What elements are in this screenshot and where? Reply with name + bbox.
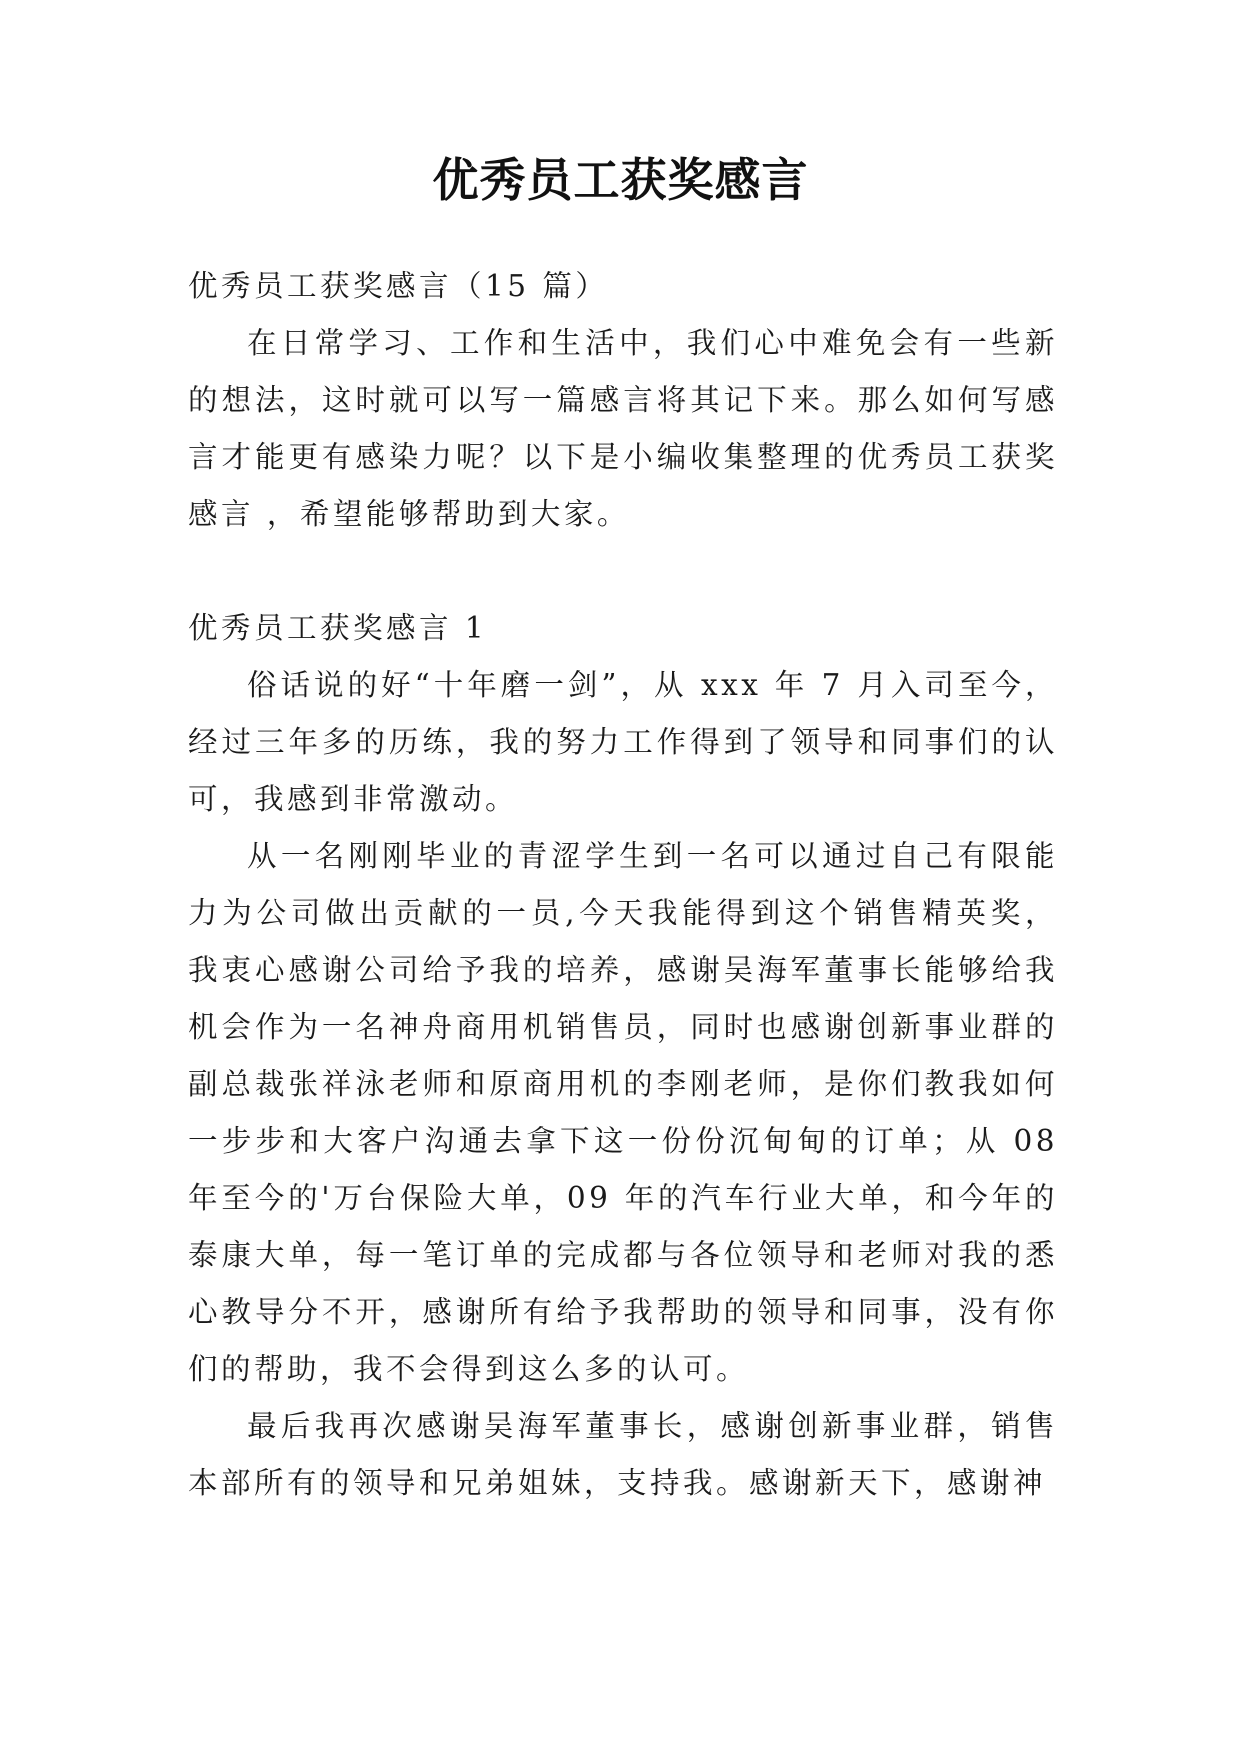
- section-heading: 优秀员工获奖感言 1: [188, 611, 488, 645]
- section-spacer: [188, 543, 1058, 600]
- document-subtitle: 优秀员工获奖感言（15 篇）: [188, 269, 609, 303]
- body-paragraph: 从一名刚刚毕业的青涩学生到一名可以通过自己有限能力为公司做出贡献的一员,今天我能得到这个销售精英奖，我衷心感谢公司给予我的培养，感谢吴海军董事长能够给我机会作为一名神舟商用机销售员，同时也感谢创新事业群的副总裁张祥泳老师和原商用机的李刚老师，是你们教我如何一步步和大客户沟通去拿下这一份份沉甸甸的订单；从 08 年至今的'万台保险大单，09 年的汽车行业大单，和今年的泰康大单，每一笔订单的完成都与各位领导和老师对我的悉心教导分不开，感谢所有给予我帮助的领导和同事，没有你们的帮助，我不会得到这么多的认可。: [188, 839, 1058, 1386]
- body-paragraph: 俗话说的好“十年磨一剑”，从 xxx 年 7 月入司至今，经过三年多的历练，我的努力工作得到了领导和同事们的认可，我感到非常激动。: [188, 668, 1058, 816]
- page-title: 优秀员工获奖感言: [432, 153, 809, 207]
- body-paragraph: 最后我再次感谢吴海军董事长，感谢创新事业群，销售本部所有的领导和兄弟姐妹，支持我。感谢新天下，感谢神: [188, 1409, 1058, 1500]
- document-body: [188, 258, 1058, 1512]
- intro-paragraph: 在日常学习、工作和生活中，我们心中难免会有一些新的想法，这时就可以写一篇感言将其记下来。那么如何写感言才能更有感染力呢？以下是小编收集整理的优秀员工获奖感言 ，希望能够帮助到大家。: [188, 326, 1058, 531]
